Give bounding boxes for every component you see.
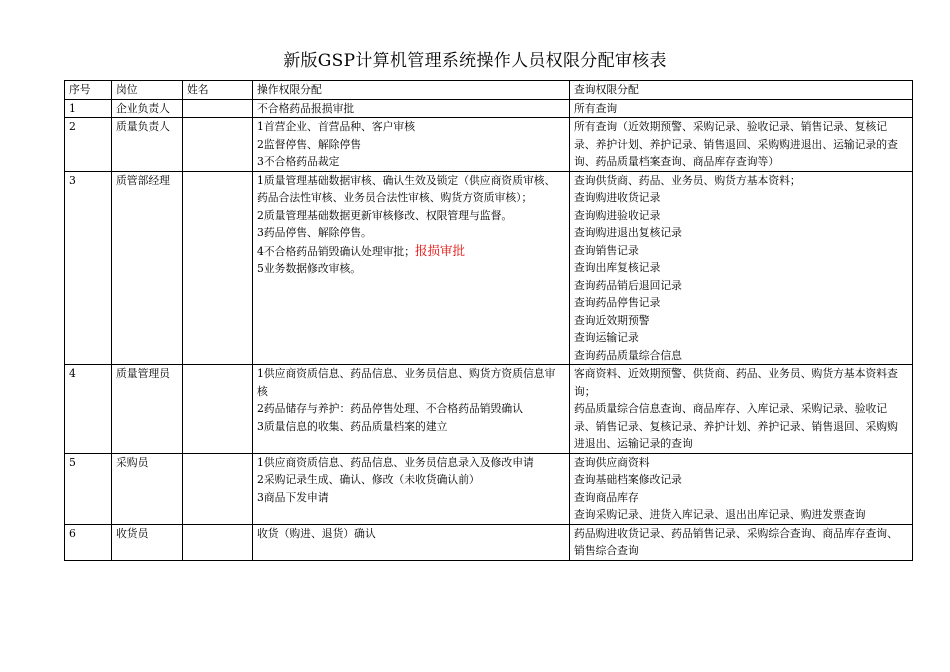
row-no: 5: [65, 453, 112, 524]
row-name: [183, 365, 253, 454]
query-line: 查询药品停售记录: [574, 296, 661, 309]
table-row: [65, 524, 913, 560]
ops-line: 1质量管理基础数据审核、确认生效及锁定（供应商资质审核、药品合法性审核、业务员合法性审核、购货方资质审核）；: [257, 173, 556, 204]
row-ops: [253, 524, 570, 560]
ops-line: 1首营企业、首营品种、客户审核: [257, 120, 416, 133]
query-line: 查询近效期预警: [574, 313, 650, 327]
query-line: 所有查询（近效期预警、采购记录、验收记录、销售记录、复核记录、养护计划、养护记录、销售退回、采购购进退出、运输记录的查询、药品质量档案查询、商品库存查询等）: [574, 120, 898, 168]
ops-line: 1供应商资质信息、药品信息、业务员信息、购货方资质信息审核: [257, 367, 556, 398]
row-query: [570, 524, 913, 560]
row-query: [570, 118, 913, 172]
ops-line: 2药品储存与养护：药品停售处理、不合格药品销毁确认: [257, 402, 523, 415]
ops-line: 3药品停售、解除停售。: [257, 226, 372, 239]
row-no: 2: [65, 118, 112, 172]
ops-line: 5业务数据修改审核。: [257, 262, 362, 275]
query-line: 查询出库复核记录: [574, 261, 661, 274]
row-name: [183, 99, 253, 118]
table-row: [65, 99, 913, 118]
query-line: 查询基础档案修改记录: [574, 473, 682, 486]
query-line: 查询供货商、药品、业务员、购货方基本资料；: [574, 173, 801, 187]
query-line: 查询商品库存: [574, 490, 639, 504]
header-no: 序号: [65, 81, 112, 100]
row-no: 1: [65, 99, 112, 118]
handwritten-note: 报损审批: [415, 242, 466, 258]
row-ops: [253, 171, 570, 365]
query-line: 药品质量综合信息查询、商品库存、入库记录、采购记录、验收记录、销售记录、复核记录、养护计划、养护记录、销售退回、采购购进退出、运输记录的查询: [574, 402, 898, 450]
row-post: 采购员: [112, 453, 183, 524]
row-ops: [253, 365, 570, 454]
query-line: 查询购进验收记录: [574, 208, 661, 222]
table-row: [65, 453, 913, 524]
row-name: [183, 171, 253, 365]
ops-line: 3不合格药品裁定: [257, 155, 340, 168]
permission-table: [64, 80, 913, 561]
row-no: 3: [65, 171, 112, 365]
row-query: [570, 365, 913, 454]
query-line: 查询采购记录、进货入库记录、退出出库记录、购进发票查询: [574, 508, 866, 521]
ops-line: 不合格药品报损审批: [257, 101, 355, 115]
row-name: [183, 524, 253, 560]
table-header-row: [65, 81, 913, 100]
ops-line: 3商品下发申请: [257, 490, 329, 504]
row-post: 质量负责人: [112, 118, 183, 172]
ops-line: 2采购记录生成、确认、修改（未收货确认前）: [257, 473, 480, 486]
row-name: [183, 118, 253, 172]
ops-line-with-note: [257, 242, 565, 261]
page-title: 新版GSP计算机管理系统操作人员权限分配审核表: [283, 51, 667, 71]
query-line: 查询供应商资料: [574, 455, 650, 469]
header-post: 岗位: [112, 81, 183, 100]
row-post: 企业负责人: [112, 99, 183, 118]
row-query: [570, 171, 913, 365]
query-line: 查询购进收货记录: [574, 191, 661, 204]
row-post: 质管部经理: [112, 171, 183, 365]
query-line: 客商资料、近效期预警、供货商、药品、业务员、购货方基本资料查询；: [574, 367, 898, 398]
ops-line: 4不合格药品销毁确认处理审批；: [257, 244, 416, 258]
row-post: 质量管理员: [112, 365, 183, 454]
row-post: 收货员: [112, 524, 183, 560]
query-line: 所有查询: [574, 101, 618, 115]
header-query: 查询权限分配: [570, 81, 913, 100]
row-ops: [253, 99, 570, 118]
ops-line: 1供应商资质信息、药品信息、业务员信息录入及修改申请: [257, 455, 534, 469]
table-row: [65, 365, 913, 454]
row-query: [570, 99, 913, 118]
query-line: 查询药品销后退回记录: [574, 278, 682, 292]
row-ops: [253, 453, 570, 524]
row-ops: [253, 118, 570, 172]
query-line: 药品购进收货记录、药品销售记录、采购综合查询、商品库存查询、销售综合查询: [574, 526, 898, 557]
ops-line: 2监督停售、解除停售: [257, 137, 362, 151]
row-query: [570, 453, 913, 524]
table-row: [65, 171, 913, 365]
query-line: 查询购进退出复核记录: [574, 226, 682, 239]
header-ops: 操作权限分配: [253, 81, 570, 100]
header-name: 姓名: [183, 81, 253, 100]
query-line: 查询药品质量综合信息: [574, 348, 682, 362]
row-no: 4: [65, 365, 112, 454]
row-name: [183, 453, 253, 524]
ops-line: 收货（购进、退货）确认: [257, 526, 376, 540]
query-line: 查询销售记录: [574, 243, 639, 257]
ops-line: 2质量管理基础数据更新审核修改、权限管理与监督。: [257, 208, 513, 222]
ops-line: 3质量信息的收集、药品质量档案的建立: [257, 419, 448, 433]
table-row: [65, 118, 913, 172]
query-line: 查询运输记录: [574, 331, 639, 344]
row-no: 6: [65, 524, 112, 560]
